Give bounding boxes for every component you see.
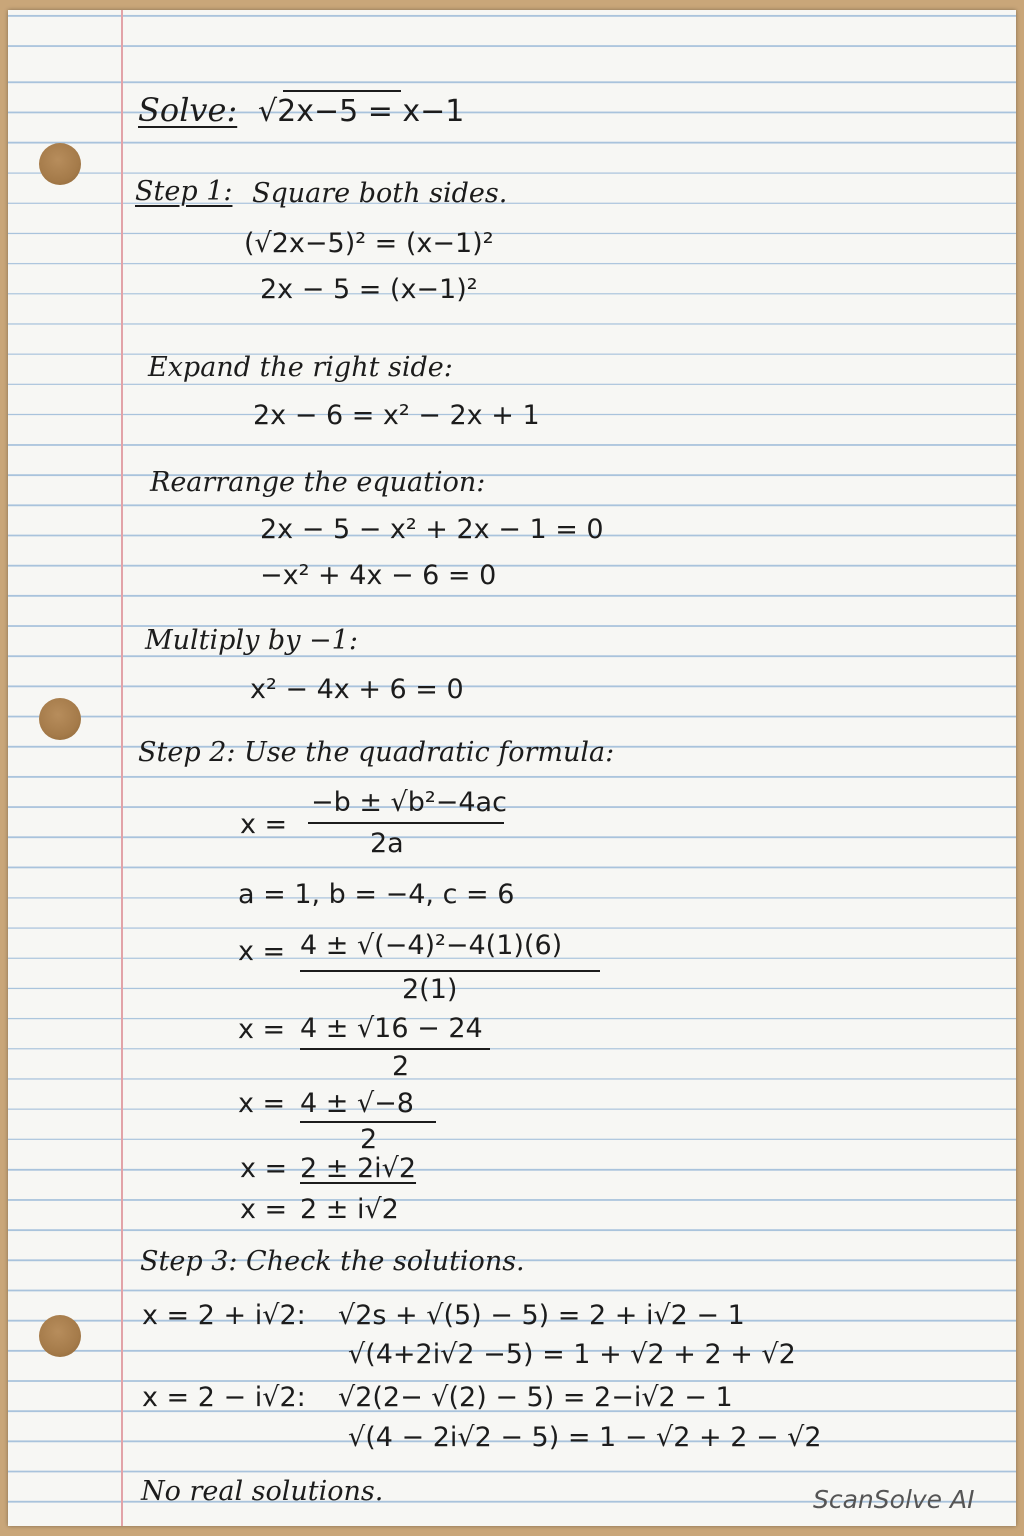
- fraction-bar: [308, 822, 504, 824]
- multiply-heading: Multiply by −1:: [145, 625, 358, 656]
- multiply-line: x² − 4x + 6 = 0: [250, 674, 464, 705]
- expand-heading: Expand the right side:: [148, 352, 453, 383]
- step2-heading: Step 2: Use the quadratic formula:: [138, 737, 615, 768]
- sub3-denominator: 2: [360, 1124, 378, 1155]
- step1-text: Square both sides.: [252, 178, 508, 209]
- step1-line: 2x − 5 = (x−1)²: [260, 274, 478, 305]
- fraction-bar: [300, 970, 600, 972]
- step3-heading: Step 3: Check the solutions.: [140, 1246, 525, 1277]
- check-line: √2(2− √(2) − 5) = 2−i√2 − 1: [338, 1382, 733, 1413]
- check-line: √(4 − 2i√2 − 5) = 1 − √2 + 2 − √2: [348, 1422, 822, 1453]
- step1-line: (√2x−5)² = (x−1)²: [244, 228, 494, 259]
- brand-watermark: ScanSolve AI: [813, 1485, 975, 1514]
- check-x: x = 2 − i√2:: [142, 1382, 306, 1413]
- sub1-denominator: 2(1): [402, 974, 458, 1005]
- problem-equation: √2x−5 = x−1: [258, 94, 465, 129]
- fraction-bar: [300, 1048, 490, 1050]
- step1-heading: Step 1:: [135, 176, 233, 207]
- formula-numerator: −b ± √b²−4ac: [311, 787, 507, 818]
- sub3-numerator: 4 ± √−8: [300, 1088, 414, 1119]
- problem-label: Solve:: [138, 91, 238, 129]
- sub2-numerator: 4 ± √16 − 24: [300, 1013, 483, 1044]
- rearrange-line: −x² + 4x − 6 = 0: [260, 560, 497, 591]
- check-x: x = 2 + i√2:: [142, 1300, 306, 1331]
- sub4-value: 2 ± 2i√2: [300, 1153, 417, 1184]
- sub2-denominator: 2: [392, 1051, 410, 1082]
- formula-denominator: 2a: [370, 828, 404, 859]
- notebook-page: [8, 10, 1016, 1526]
- punch-hole: [39, 698, 81, 740]
- margin-line: [121, 10, 123, 1526]
- fraction-bar: [300, 1121, 436, 1123]
- sub1-lhs: x =: [238, 936, 286, 967]
- expand-line: 2x − 6 = x² − 2x + 1: [253, 400, 540, 431]
- sub5-value: 2 ± i√2: [300, 1194, 399, 1225]
- sub2-lhs: x =: [238, 1014, 286, 1045]
- rearrange-heading: Rearrange the equation:: [150, 467, 486, 498]
- punch-hole: [39, 143, 81, 185]
- conclusion: No real solutions.: [141, 1476, 384, 1507]
- sub1-numerator: 4 ± √(−4)²−4(1)(6): [300, 930, 563, 961]
- rearrange-line: 2x − 5 − x² + 2x − 1 = 0: [260, 514, 604, 545]
- check-line: √(4+2i√2 −5) = 1 + √2 + 2 + √2: [348, 1339, 796, 1370]
- punch-hole: [39, 1315, 81, 1357]
- radical-bar: [283, 90, 401, 92]
- sub5-lhs: x =: [240, 1194, 288, 1225]
- formula-lhs: x =: [240, 809, 288, 840]
- sub3-lhs: x =: [238, 1088, 286, 1119]
- check-line: √2s + √(5) − 5) = 2 + i√2 − 1: [338, 1300, 745, 1331]
- coefficients: a = 1, b = −4, c = 6: [238, 879, 515, 910]
- sub4-lhs: x =: [240, 1153, 288, 1184]
